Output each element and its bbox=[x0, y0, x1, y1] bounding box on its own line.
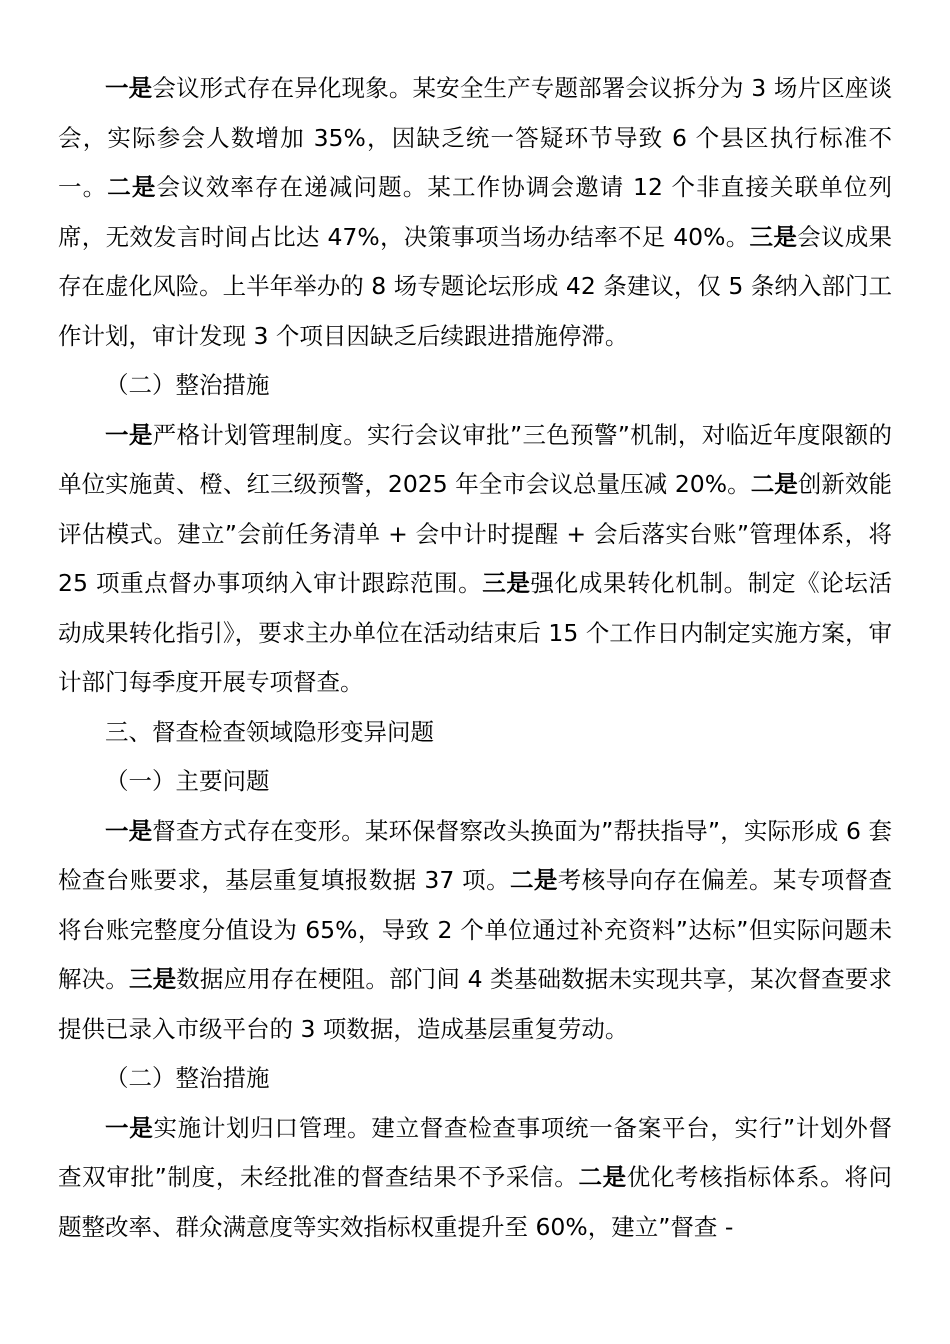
document-page bbox=[58, 64, 892, 1252]
chapter-heading-supervision: 三、督查检查领域隐形变异问题 bbox=[105, 717, 434, 746]
point-one-text: 严格计划管理制度。实行会议审批”三色预警”机制，对临近年度限额的单位实施黄、橙、红三级预警，2025 年全市会议总量压减 20%。 bbox=[58, 420, 893, 498]
point-two-text: 创新效能评估模式。建立”会前任务清单 + 会中计时提醒 + 会后落实台账”管理体系，将 25 项重点督办事项纳入审计跟踪范围。 bbox=[58, 470, 893, 597]
point-three-label: 三是 bbox=[482, 569, 531, 597]
point-one-text: 会议形式存在异化现象。某安全生产专题部署会议拆分为 3 场片区座谈会，实际参会人数增加 35%，因缺乏统一答疑环节导致 6 个县区执行标准不一。 bbox=[58, 74, 893, 201]
point-one-label: 一是 bbox=[105, 816, 153, 845]
point-one-label: 一是 bbox=[105, 1113, 154, 1142]
point-one-label: 一是 bbox=[105, 420, 153, 449]
section-heading-measures: （二）整治措施 bbox=[105, 1064, 270, 1092]
point-two-text: 考核导向存在偏差。某专项督查将台账完整度分值设为 65%，导致 2 个单位通过补充资料”达标”但实际问题未解决。 bbox=[58, 866, 893, 993]
supervision-problems-paragraph bbox=[58, 807, 892, 1055]
point-two-label: 二是 bbox=[509, 866, 558, 894]
point-one-text: 实施计划归口管理。建立督查检查事项统一备案平台，实行”计划外督查双审批”制度，未经批准的督查结果不予采信。 bbox=[58, 1113, 892, 1191]
section-heading-problems: （一）主要问题 bbox=[105, 767, 270, 795]
section-heading-measures: （二）整治措施 bbox=[105, 371, 270, 399]
point-three-label: 三是 bbox=[749, 222, 798, 251]
meeting-problems-paragraph bbox=[58, 64, 892, 361]
point-two-text: 优化考核指标体系。将问题整改率、群众满意度等实效指标权重提升至 60%，建立”督查 - bbox=[58, 1163, 892, 1241]
point-two-label: 二是 bbox=[578, 1163, 627, 1191]
meeting-measures-paragraph bbox=[58, 411, 892, 708]
point-three-label: 三是 bbox=[128, 965, 177, 993]
point-two-text: 会议效率存在递减问题。某工作协调会邀请 12 个非直接关联单位列席，无效发言时间占比达 47%，决策事项当场办结率不足 40%。 bbox=[58, 173, 893, 251]
point-two-label: 二是 bbox=[107, 173, 157, 201]
point-three-text: 数据应用存在梗阻。部门间 4 类基础数据未实现共享，某次督查要求提供已录入市级平台的 3 项数据，造成基层重复劳动。 bbox=[58, 965, 893, 1043]
supervision-measures-paragraph bbox=[58, 1104, 892, 1253]
point-three-text: 会议成果存在虚化风险。上半年举办的 8 场专题论坛形成 42 条建议，仅 5 条纳入部门工作计划，审计发现 3 个项目因缺乏后续跟进措施停滞。 bbox=[58, 222, 893, 350]
point-one-text: 督查方式存在变形。某环保督察改头换面为”帮扶指导”，实际形成 6 套检查台账要求，基层重复填报数据 37 项。 bbox=[58, 816, 892, 894]
point-three-text: 强化成果转化机制。制定《论坛活动成果转化指引》，要求主办单位在活动结束后 15 个工作日内制定实施方案，审计部门每季度开展专项督查。 bbox=[58, 569, 893, 696]
point-two-label: 二是 bbox=[750, 470, 798, 498]
point-one-label: 一是 bbox=[105, 74, 153, 102]
